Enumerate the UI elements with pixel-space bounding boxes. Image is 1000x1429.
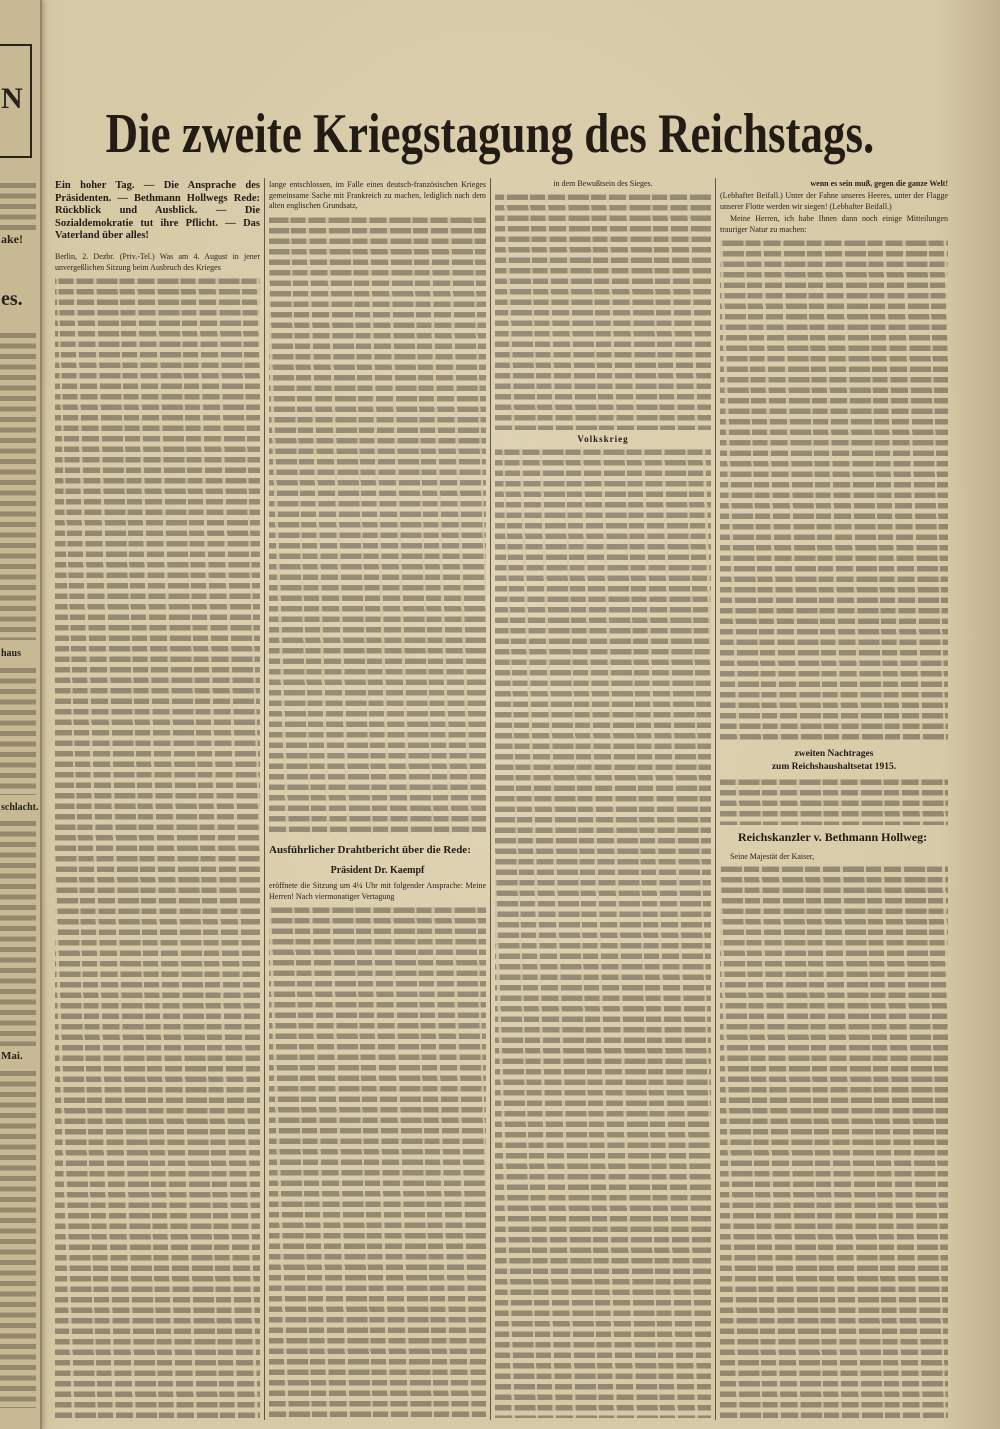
announcement-paragraph: Meine Herren, ich habe Ihnen dann noch einige Mitteilungen trauriger Natur zu machen: [720, 214, 948, 234]
column-lead-line: wenn es sein muß, gegen die ganze Welt! [810, 179, 948, 188]
margin-fragment: ake! [1, 232, 23, 246]
illegible-text-block [269, 215, 486, 834]
page-headline: Die zweite Kriegstagung des Reichstags. [105, 101, 875, 165]
column-rule [264, 178, 265, 1420]
speech-lead-paragraph: Seine Majestät der Kaiser, [730, 852, 815, 861]
illegible-text-block [495, 192, 711, 430]
illegible-text-block [720, 777, 948, 825]
illegible-text-block [720, 864, 948, 1418]
speaker-heading: Präsident Dr. Kaempf [330, 865, 425, 876]
bill-heading: zweiten Nachtrages [794, 749, 874, 759]
illegible-text-block [0, 180, 36, 230]
article-subheading: Ein hoher Tag. — Die Ansprache des Präsidenten. — Bethmann Hollwegs Rede: Rückblick und Ausblick. — Die Sozialdemokratie tut ihre Pflicht. — Das Vaterland über alles! [55, 180, 260, 241]
illegible-text-block [0, 665, 36, 795]
column-lead-line: in dem Bewußtsein des Sieges. [553, 179, 653, 188]
previous-page-edge [0, 0, 42, 1429]
margin-fragment: schlacht. [1, 802, 39, 813]
column-rule [490, 178, 491, 1420]
illegible-text-block [0, 818, 36, 1046]
section-heading: Reichskanzler v. Bethmann Hollweg: [738, 830, 928, 844]
column-lead-paragraph: (Lebhafter Beifall.) Unter der Fahne unseres Heeres, unter der Flagge unserer Flotte werden wir siegen! (Lebhafter Beifall.) [720, 191, 948, 211]
margin-fragment: Mai. [1, 1050, 23, 1062]
illegible-text-block [720, 238, 948, 743]
margin-fragment: haus [1, 648, 22, 659]
column-rule [715, 178, 716, 1420]
article-lead-paragraph: Berlin, 2. Dezbr. (Priv.-Tel.) Was am 4. August in jener unvergeßlichen Sitzung beim Ausbruch des Krieges [55, 252, 260, 272]
illegible-text-block [269, 905, 486, 1418]
illegible-text-block [0, 330, 36, 640]
bill-heading: zum Reichshaushaltsetat 1915. [771, 762, 897, 772]
illegible-text-block [55, 276, 260, 1418]
speech-lead-paragraph: eröffnete die Sitzung um 4¼ Uhr mit folgender Ansprache: Meine Herren! Nach viermonatiger Vertagung [269, 881, 486, 901]
illegible-text-block [0, 1068, 36, 1408]
section-heading: Volkskrieg [577, 434, 629, 444]
margin-fragment: es. [1, 288, 23, 310]
illegible-text-block [495, 447, 711, 1418]
column-lead-paragraph: lange entschlossen, im Falle eines deutsch-französischen Krieges gemeinsame Sache mit Frankreich zu machen, lediglich nach dem alten englischen Grundsatz, [269, 180, 486, 210]
margin-fragment: N [1, 82, 23, 115]
section-heading: Ausführlicher Drahtbericht über die Rede: [269, 844, 471, 856]
